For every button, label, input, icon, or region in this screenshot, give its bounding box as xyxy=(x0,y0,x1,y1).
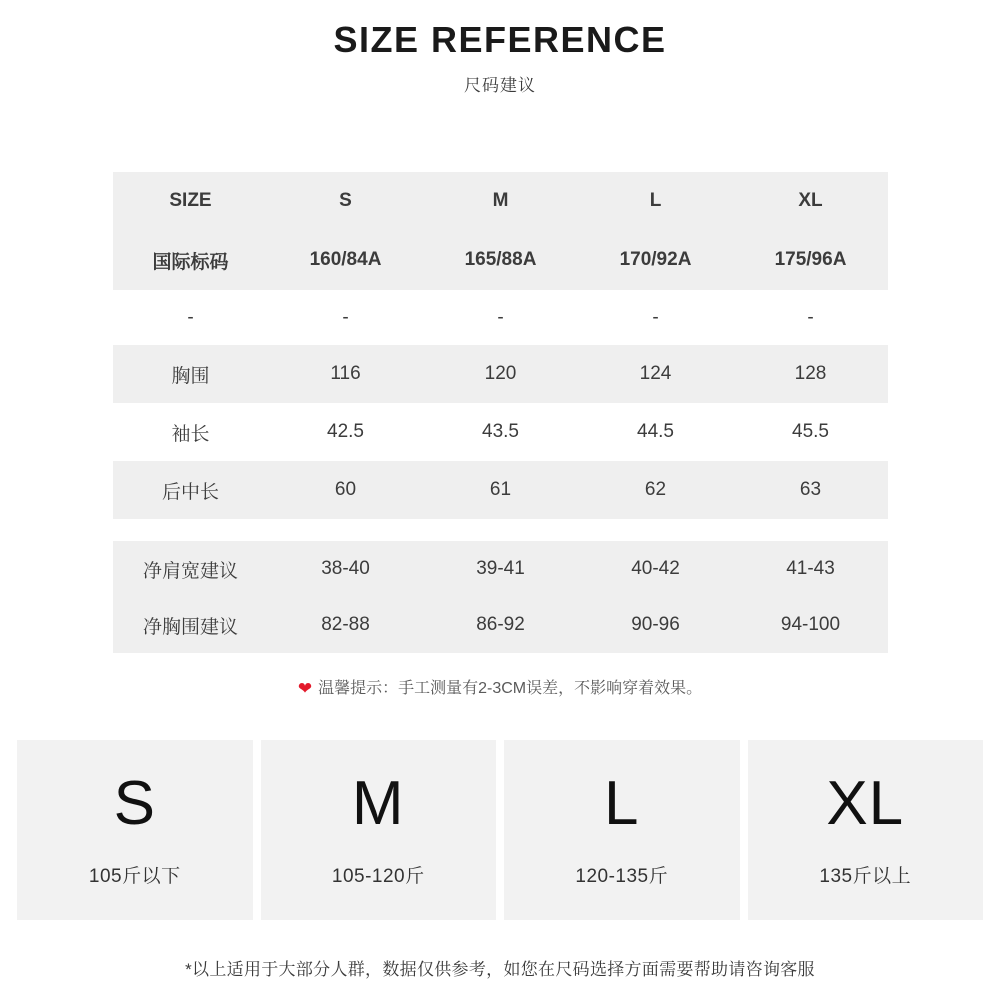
cell-value: - xyxy=(423,290,578,345)
row-label: 国际标码 xyxy=(113,230,268,290)
cell-value: 170/92A xyxy=(578,230,733,290)
cell-value: 40-42 xyxy=(578,541,733,597)
table-header-xl: XL xyxy=(733,172,888,230)
table-row xyxy=(113,461,888,519)
table-row xyxy=(113,345,888,403)
table-row xyxy=(113,290,888,345)
heart-icon: ❤ xyxy=(297,679,313,698)
cell-value: 175/96A xyxy=(733,230,888,290)
size-card-letter: S xyxy=(113,768,156,838)
size-card-desc: 105斤以下 xyxy=(88,865,181,887)
table-row xyxy=(113,541,888,597)
table-spacer-row xyxy=(113,519,888,541)
cell-value: 38-40 xyxy=(268,541,423,597)
cell-value: 45.5 xyxy=(733,403,888,461)
cell-value: 86-92 xyxy=(423,597,578,653)
cell-value: - xyxy=(733,290,888,345)
cell-value: 44.5 xyxy=(578,403,733,461)
size-card-desc: 120-135斤 xyxy=(575,865,669,887)
table-header-s: S xyxy=(268,172,423,230)
row-label: 胸围 xyxy=(113,345,268,403)
size-table-container xyxy=(113,172,888,653)
size-card-xl xyxy=(748,740,984,920)
cell-value: 39-41 xyxy=(423,541,578,597)
row-label: 后中长 xyxy=(113,461,268,519)
size-table xyxy=(113,172,888,653)
measurement-note xyxy=(0,675,1000,699)
cell-value: 43.5 xyxy=(423,403,578,461)
size-card-desc: 135斤以上 xyxy=(819,865,912,887)
cell-value: 41-43 xyxy=(733,541,888,597)
cell-value: 82-88 xyxy=(268,597,423,653)
cell-value: 42.5 xyxy=(268,403,423,461)
page-subtitle: 尺码建议 xyxy=(464,76,536,96)
cell-value: 61 xyxy=(423,461,578,519)
table-row xyxy=(113,597,888,653)
table-header-l: L xyxy=(578,172,733,230)
cell-value: 116 xyxy=(268,345,423,403)
cell-value: 62 xyxy=(578,461,733,519)
size-card-s xyxy=(17,740,253,920)
cell-value: 94-100 xyxy=(733,597,888,653)
cell-value: 160/84A xyxy=(268,230,423,290)
size-card-l xyxy=(504,740,740,920)
cell-value: 165/88A xyxy=(423,230,578,290)
size-card-m xyxy=(261,740,497,920)
size-card-list xyxy=(17,740,983,920)
table-header-size: SIZE xyxy=(113,172,268,230)
cell-value: 60 xyxy=(268,461,423,519)
cell-value: 90-96 xyxy=(578,597,733,653)
cell-value: - xyxy=(268,290,423,345)
table-header-m: M xyxy=(423,172,578,230)
size-card-letter: M xyxy=(351,768,405,838)
table-row xyxy=(113,172,888,230)
row-label: 袖长 xyxy=(113,403,268,461)
cell-value: 128 xyxy=(733,345,888,403)
table-row xyxy=(113,403,888,461)
page-header xyxy=(0,0,1000,96)
row-label: - xyxy=(113,290,268,345)
row-label: 净胸围建议 xyxy=(113,597,268,653)
cell-value: 124 xyxy=(578,345,733,403)
measurement-note-text: 温馨提示：手工测量有2-3CM误差，不影响穿着效果。 xyxy=(318,680,703,697)
size-card-letter: XL xyxy=(826,768,905,838)
row-label: 净肩宽建议 xyxy=(113,541,268,597)
page-title: SIZE REFERENCE xyxy=(333,19,667,60)
footer-disclaimer: *以上适用于大部分人群，数据仅供参考，如您在尺码选择方面需要帮助请咨询客服 xyxy=(185,960,815,979)
cell-value: 120 xyxy=(423,345,578,403)
size-card-desc: 105-120斤 xyxy=(331,865,425,887)
cell-value: - xyxy=(578,290,733,345)
cell-value: 63 xyxy=(733,461,888,519)
table-row xyxy=(113,230,888,290)
size-card-letter: L xyxy=(604,768,640,838)
